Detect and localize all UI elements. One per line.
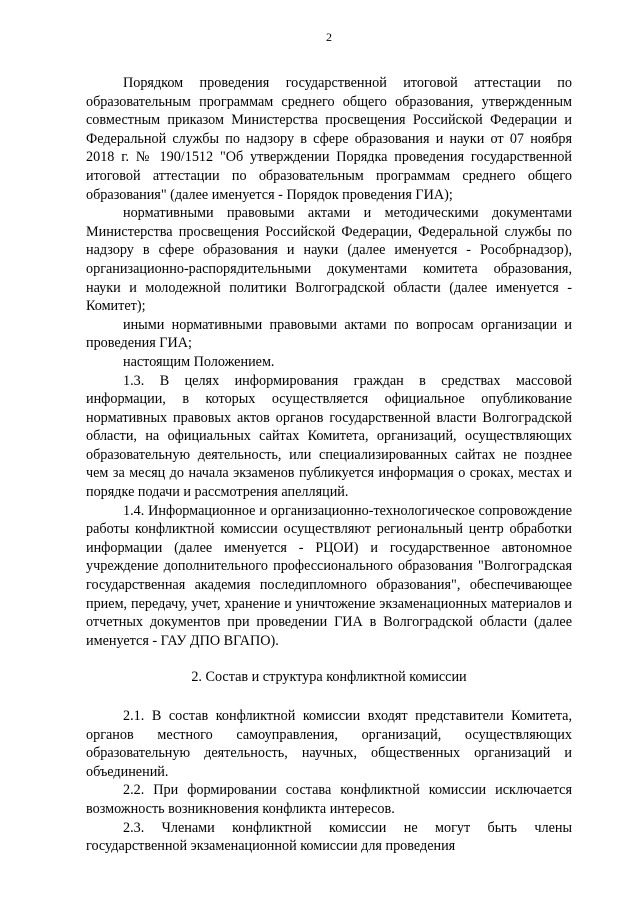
page-number: 2 xyxy=(326,30,332,44)
paragraph-2-3: 2.3. Членами конфликтной комиссии не могут быть члены государственной экзаменационной комиссии для проведения xyxy=(86,819,572,855)
paragraph-1-3: 1.3. В целях информирования граждан в средствах массовой информации, в которых осуществляется официальное опубликование нормативных правовых актов органов государственной власти Волгоградской области, на официальных сайтах Комитета, организаций, осуществляющих образовательную деятельность, или специализированных сайтах не позднее чем за месяц до начала экзаменов публикуется информация о сроках, местах и порядке подачи и рассмотрения апелляций. xyxy=(86,372,572,501)
paragraph-order-gia: Порядком проведения государственной итоговой аттестации по образовательным программам среднего общего образования, утвержденным совместным приказом Министерства просвещения Российской Федерации и Федеральной службы по надзору в сфере образования и науки от 07 ноября 2018 г. № 190/1512 "Об утверждении Порядка проведения государственной итоговой аттестации по образовательным программам среднего общего образования" (далее именуется - Порядок проведения ГИА); xyxy=(86,75,572,203)
paragraph-other-acts: иными нормативными правовыми актами по вопросам организации и проведения ГИА; xyxy=(86,316,572,352)
paragraph-this-regulation: настоящим Положением. xyxy=(123,353,275,370)
paragraph-2-1: 2.1. В состав конфликтной комиссии входят представители Комитета, органов местного самоуправления, организаций, осуществляющих образовательную деятельность, научных, общественных организаций и объединений. xyxy=(86,708,572,780)
paragraph-normative-acts: нормативными правовыми актами и методическими документами Министерства просвещения Российской Федерации, Федеральной службы по надзору в сфере образования и науки (далее именуется - Рособрнадзор), организационно-распорядительными документами комитета образования, науки и молодежной политики Волгоградской области (далее именуется - Комитет); xyxy=(86,205,572,315)
paragraph-2-2: 2.2. При формировании состава конфликтной комиссии исключается возможность возникновения конфликта интересов. xyxy=(86,782,572,817)
section-heading: 2. Состав и структура конфликтной комиссии xyxy=(191,669,467,686)
paragraph-1-4: 1.4. Информационное и организационно-технологическое сопровождение работы конфликтной комиссии осуществляют региональный центр обработки информации (далее именуется - РЦОИ) и государственное автономное учреждение дополнительного профессионального образования "Волгоградская государственная академия последипломного образования", обеспечивающее прием, передачу, учет, хранение и уничтожение экзаменационных материалов и отчетных документов при проведении ГИА в Волгоградской области (далее именуется - ГАУ ДПО ВГАПО). xyxy=(86,502,572,649)
